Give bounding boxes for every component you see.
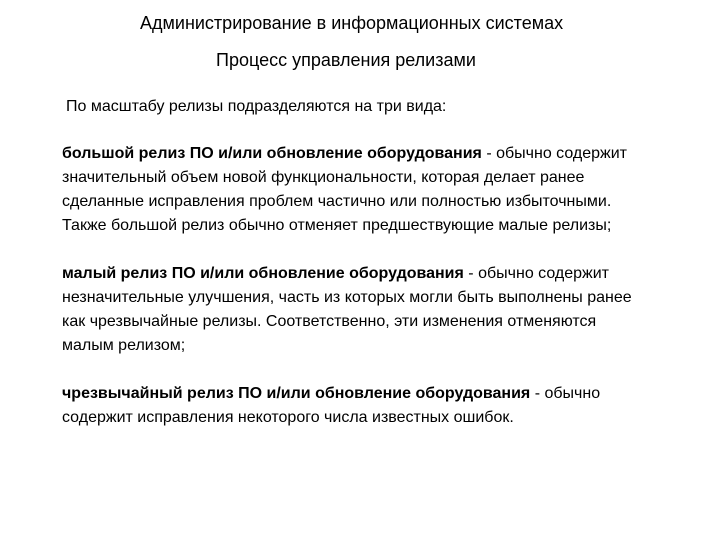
release-term: большой релиз ПО и/или обновление оборудования xyxy=(62,145,482,162)
course-title: Администрирование в информационных системах xyxy=(140,13,564,33)
release-term: малый релиз ПО и/или обновление оборудования xyxy=(62,265,464,282)
release-description: - обычно содержит исправления некоторого числа известных ошибок. xyxy=(62,385,601,426)
intro-text: По масштабу релизы подразделяются на три вида: xyxy=(66,98,447,115)
release-types-list xyxy=(62,142,652,454)
slide-title: Процесс управления релизами xyxy=(216,50,476,70)
release-term: чрезвычайный релиз ПО и/или обновление оборудования xyxy=(62,385,531,402)
release-description: - обычно содержит значительный объем новой функциональности, которая делает ранее сделанные исправления проблем частично или полностью избыточными. Также большой релиз обычно отменяет предшествующие малые релизы; xyxy=(62,145,627,234)
release-type-minor xyxy=(62,262,652,358)
release-type-major xyxy=(62,142,652,238)
release-type-emergency xyxy=(62,382,652,430)
release-description: - обычно содержит незначительные улучшения, часть из которых могли быть выполнены ранее как чрезвычайные релизы. Соответственно, эти изменения отменяются малым релизом; xyxy=(62,265,632,354)
